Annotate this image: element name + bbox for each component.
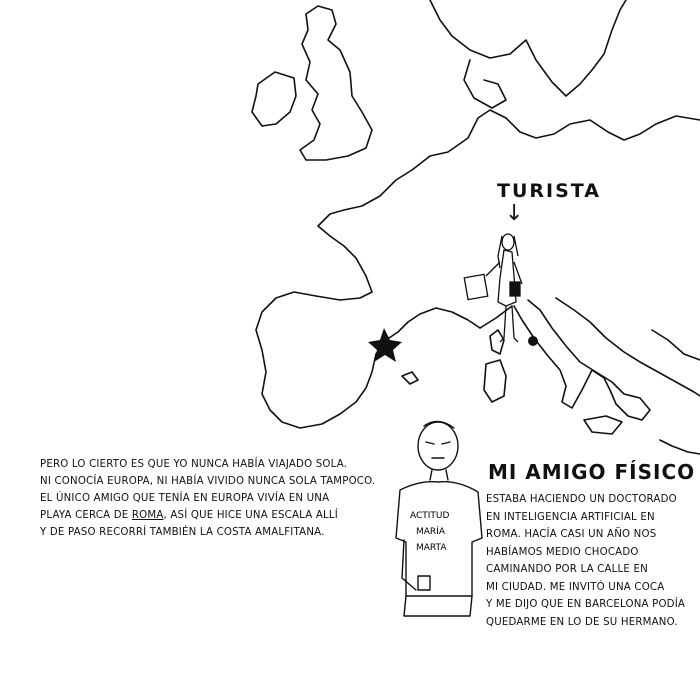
dot-icon — [528, 336, 538, 346]
arrow-down-icon: ↓ — [505, 201, 524, 226]
friend-desc-line: Y ME DIJO QUE EN BARCELONA PODÍA — [486, 599, 686, 610]
scandinavia-outline — [430, 0, 626, 96]
narrative-line: PERO LO CIERTO ES QUE YO NUNCA HABÍA VIAJADO SOLA. — [40, 459, 348, 470]
iberia-outline — [256, 292, 408, 428]
sicily-outline — [584, 416, 622, 434]
shirt-line: MARÍA — [416, 527, 445, 537]
friend-desc-line: MI CIUDAD. ME INVITÓ UNA COCA — [486, 581, 665, 593]
friend-illustration — [380, 418, 490, 623]
narrative-line: NI CONOCÍA EUROPA, NI HABÍA VIVIDO NUNCA SOLA TAMPOCO. — [40, 476, 376, 487]
tourist-figure — [464, 234, 522, 342]
italy-outline — [514, 300, 650, 420]
friend-desc-line: EN INTELIGENCIA ARTIFICIAL EN — [486, 511, 655, 523]
balearic-outline — [402, 372, 418, 384]
friend-desc-line: HABÍAMOS MEDIO CHOCADO — [486, 546, 639, 558]
friend-desc-line: ROMA. HACÍA CASI UN AÑO NOS — [486, 529, 657, 540]
tourist-label: TURISTA — [497, 180, 601, 202]
friend-desc-line: ESTABA HACIENDO UN DOCTORADO — [486, 494, 677, 505]
shirt-line: MARTA — [416, 543, 447, 553]
ireland-outline — [252, 72, 296, 126]
roma-link: ROMA — [131, 510, 164, 521]
friend-description — [486, 491, 696, 631]
balkans-coast — [556, 298, 700, 396]
great-britain-outline — [300, 6, 372, 160]
narrative-line: PLAYA CERCA DE ROMA, ASÍ QUE HICE UNA ESCALA ALLÍ — [40, 510, 338, 521]
narrative-text — [40, 456, 380, 541]
sardinia-outline — [484, 360, 506, 402]
friend-desc-line: CAMINANDO POR LA CALLE EN — [486, 564, 648, 575]
narrative-line: EL ÚNICO AMIGO QUE TENÍA EN EUROPA VIVÍA EN UNA — [40, 493, 330, 504]
friend-desc-line: QUEDARME EN LO DE SU HERMANO. — [486, 616, 678, 628]
narrative-line: Y DE PASO RECORRÍ TAMBIÉN LA COSTA AMALFITANA. — [40, 527, 325, 538]
shirt-line: ACTITUD — [410, 511, 450, 521]
friend-title: MI AMIGO FÍSICO — [488, 460, 696, 484]
corsica-outline — [490, 330, 504, 354]
